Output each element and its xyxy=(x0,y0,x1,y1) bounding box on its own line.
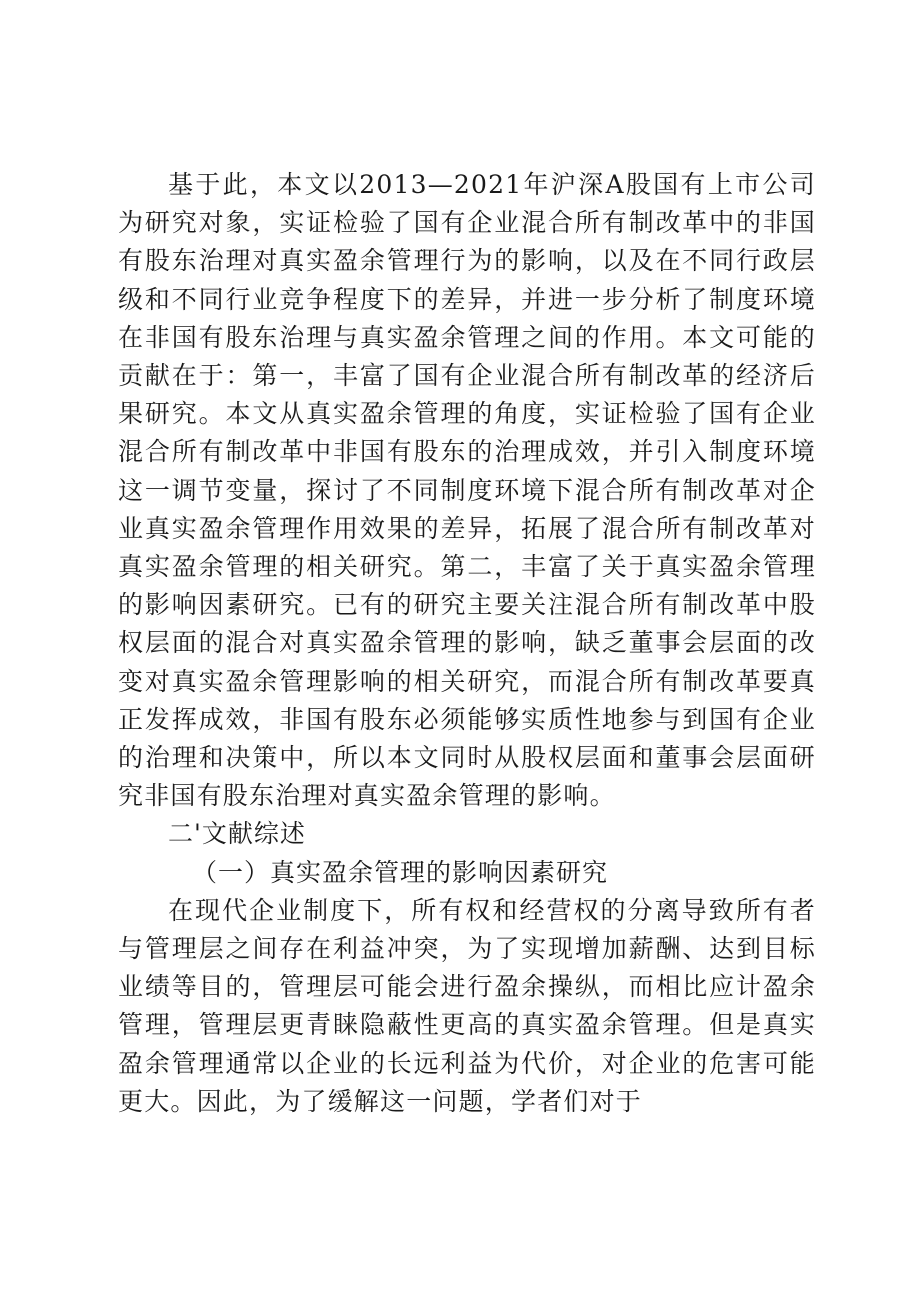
body-paragraph-1: 基于此，本文以2013—2021年沪深A股国有上市公司为研究对象，实证检验了国有企业混合所有制改革中的非国有股东治理对真实盈余管理行为的影响，以及在不同行政层级和不同行业竞争程度下的差异，并进一步分析了制度环境在非国有股东治理与真实盈余管理之间的作用。本文可能的贡献在于：第一，丰富了国有企业混合所有制改革的经济后果研究。本文从真实盈余管理的角度，实证检验了国有企业混合所有制改革中非国有股东的治理成效，并引入制度环境这一调节变量，探讨了不同制度环境下混合所有制改革对企业真实盈余管理作用效果的差异，拓展了混合所有制改革对真实盈余管理的相关研究。第二，丰富了关于真实盈余管理的影响因素研究。已有的研究主要关注混合所有制改革中股权层面的混合对真实盈余管理的影响，缺乏董事会层面的改变对真实盈余管理影响的相关研究，而混合所有制改革要真正发挥成效，非国有股东必须能够实质性地参与到国有企业的治理和决策中，所以本文同时从股权层面和董事会层面研究非国有股东治理对真实盈余管理的影响。 xyxy=(118,170,816,811)
document-body xyxy=(118,166,816,1121)
section-heading: 二'文献综述 xyxy=(168,819,306,849)
body-paragraph-2: 在现代企业制度下，所有权和经营权的分离导致所有者与管理层之间存在利益冲突，为了实现增加薪酬、达到目标业绩等目的，管理层可能会进行盈余操纵，而相比应计盈余管理，管理层更青睐隐蔽性更高的真实盈余管理。但是真实盈余管理通常以企业的长远利益为代价，对企业的危害可能更大。因此，为了缓解这一问题，学者们对于 xyxy=(118,895,816,1116)
subsection-heading: （一）真实盈余管理的影响因素研究 xyxy=(192,857,609,887)
